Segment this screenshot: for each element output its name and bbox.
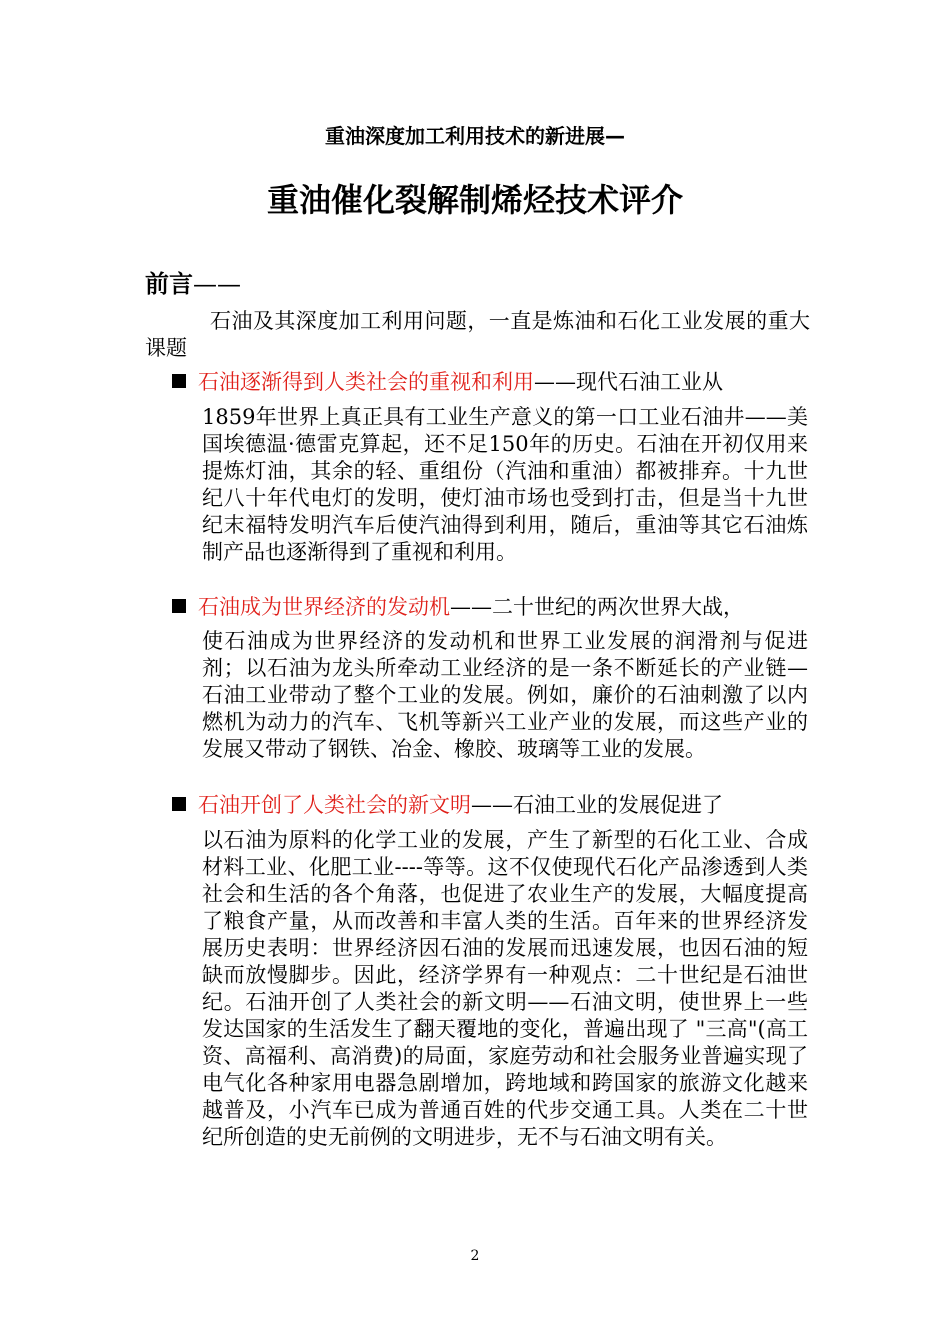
preface-heading-text: 前言: [145, 270, 193, 298]
bullet-title-1: 石油逐渐得到人类社会的重视和利用: [198, 370, 534, 394]
square-bullet-icon: [172, 599, 186, 613]
bullet-heading-1: [172, 368, 842, 396]
preface-heading: [145, 266, 241, 302]
bullet-heading-3: [172, 791, 842, 819]
bullet-body-2: 使石油成为世界经济的发动机和世界工业发展的润滑剂与促进剂；以石油为龙头所牵动工业经济的是一条不断延长的产业链—石油工业带动了整个工业的发展。例如，廉价的石油刺激了以内燃机为动力的汽车、飞机等新兴工业产业的发展，而这些产业的发展又带动了钢铁、冶金、橡胶、玻璃等工业的发展。: [202, 629, 808, 761]
square-bullet-icon: [172, 374, 186, 388]
bullet-body-3: 以石油为原料的化学工业的发展，产生了新型的石化工业、合成材料工业、化肥工业----等等。这不仅使现代石化产品渗透到人类社会和生活的各个角落，也促进了农业生产的发展，大幅度提高了粮食产量，从而改善和丰富人类的生活。百年来的世界经济发展历史表明：世界经济因石油的发展而迅速发展，也因石油的短缺而放慢脚步。因此，经济学界有一种观点：二十世纪是石油世纪。石油开创了人类社会的新文明——石油文明，使世界上一些发达国家的生活发生了翻天覆地的变化，普遍出现了 "三高"(高工资、高福利、高消费)的局面，家庭劳动和社会服务业普遍实现了电气化各种家用电器急剧增加，跨地域和跨国家的旅游文化越来越普及，小汽车已成为普通百姓的代步交通工具。人类在二十世纪所创造的史无前例的文明进步，无不与石油文明有关。: [202, 828, 808, 1149]
bullet-lead-1: ——现代石油工业从: [534, 370, 723, 394]
square-bullet-icon: [172, 797, 186, 811]
page-number: 2: [470, 1248, 480, 1264]
document-subtitle: 重油深度加工利用技术的新进展—: [325, 124, 625, 148]
bullet-body-1: 1859年世界上真正具有工业生产意义的第一口工业石油井——美国埃德温·德雷克算起，还不足150年的历史。石油在开初仅用来提炼灯油，其余的轻、重组份（汽油和重油）都被排弃。十九世纪八十年代电灯的发明，使灯油市场也受到打击，但是当十九世纪末福特发明汽车后使汽油得到利用，随后，重油等其它石油炼制产品也逐渐得到了重视和利用。: [202, 405, 808, 564]
bullet-lead-2: ——二十世纪的两次世界大战，: [450, 595, 744, 619]
preface-paragraph: 石油及其深度加工利用问题，一直是炼油和石化工业发展的重大课题: [145, 309, 810, 360]
preface-dash: ——: [193, 270, 241, 298]
bullet-lead-3: ——石油工业的发展促进了: [471, 793, 723, 817]
bullet-title-3: 石油开创了人类社会的新文明: [198, 793, 471, 817]
bullet-heading-2: [172, 593, 842, 621]
document-title: 重油催化裂解制烯烃技术评介: [266, 181, 683, 219]
bullet-title-2: 石油成为世界经济的发动机: [198, 595, 450, 619]
